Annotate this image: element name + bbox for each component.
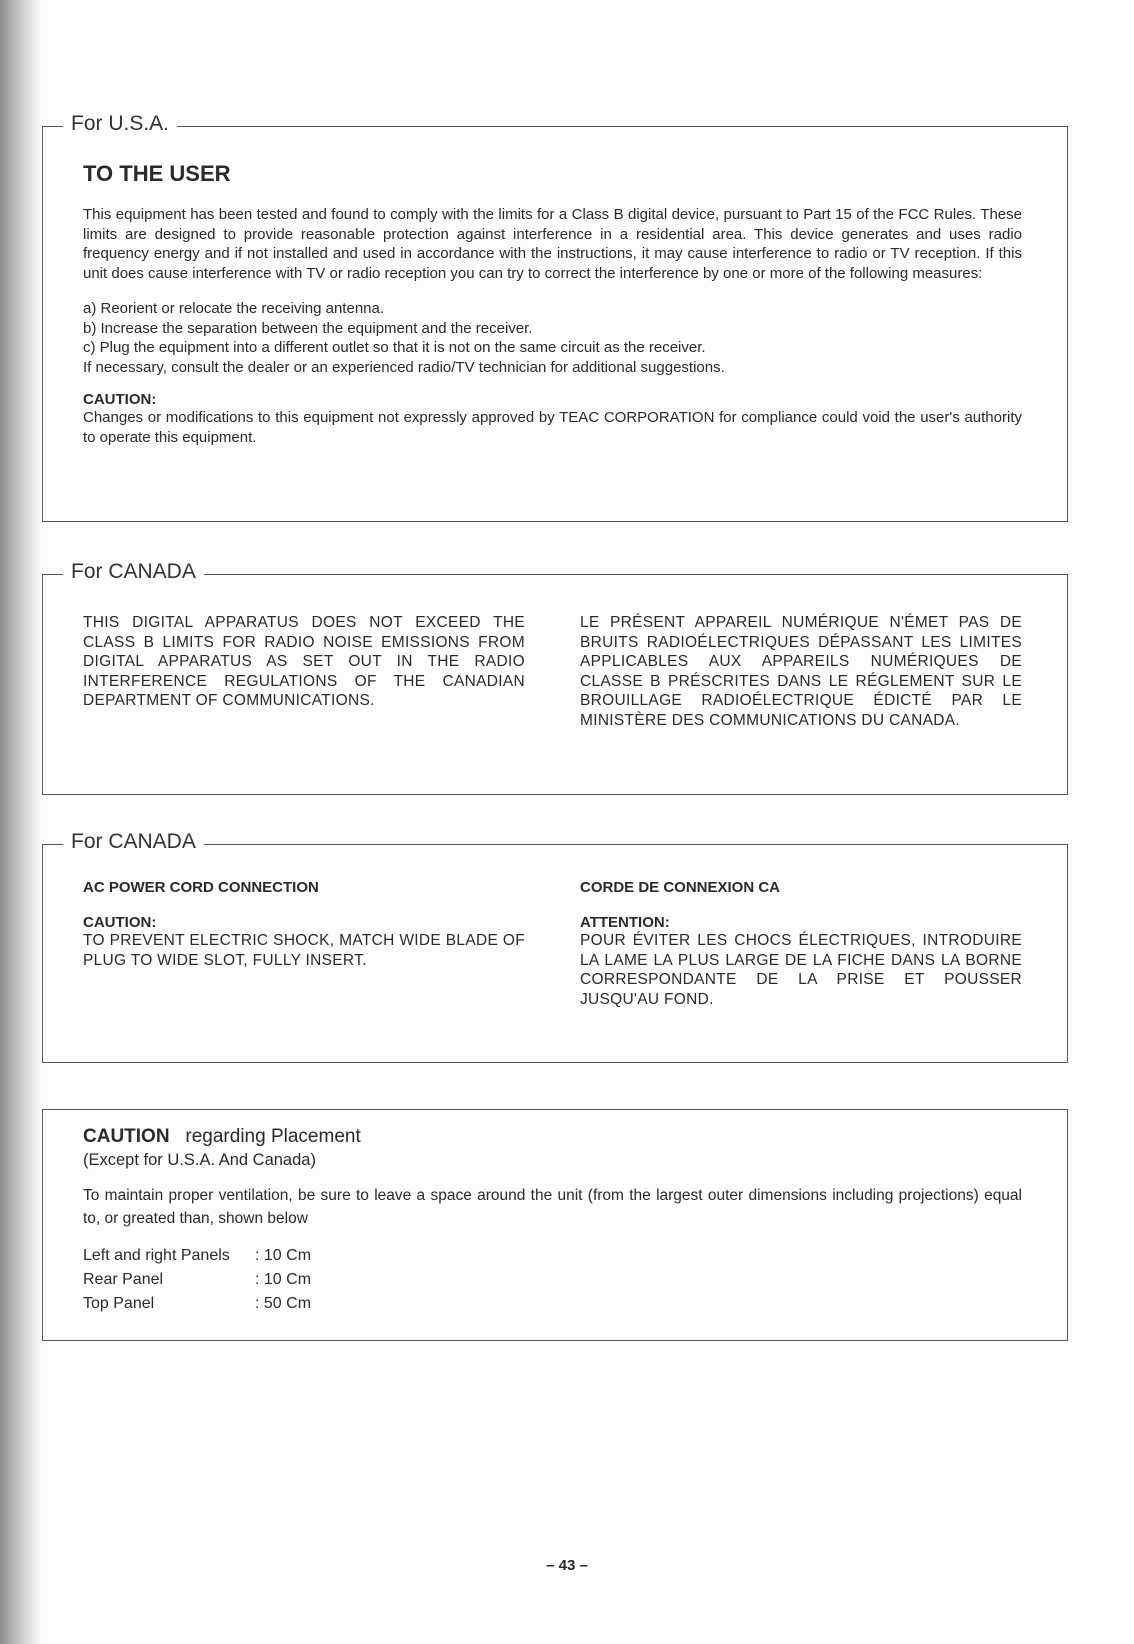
placement-subtitle: (Except for U.S.A. And Canada) [83,1151,316,1169]
fr-caution-text: POUR ÉVITER LES CHOCS ÉLECTRIQUES, INTRODUIRE LA LAME LA PLUS LARGE DE LA FICHE DANS LA BORNE CORRESPONDANTE DE LA PRISE ET POUSSER JUSQU'AU FOND. [580,932,1022,1008]
scan-edge-shadow [0,0,42,1644]
clearance-label: Rear Panel [83,1271,164,1288]
canada-english-text: THIS DIGITAL APPARATUS DOES NOT EXCEED THE CLASS B LIMITS FOR RADIO NOISE EMISSIONS FROM DIGITAL APPARATUS AS SET OUT IN THE RADIO INTERFERENCE REGULATIONS OF THE CANADIAN DEPARTMENT OF COMMUNICATIONS. [83,614,525,709]
usa-title: TO THE USER [83,161,231,186]
clearance-row [83,1268,1022,1292]
usa-notice-box [42,112,1068,522]
clearance-row [83,1292,1022,1316]
clearance-row [83,1244,1022,1268]
measure-item: If necessary, consult the dealer or an experienced radio/TV technician for additional suggestions. [83,358,725,376]
canada-legend: For CANADA [63,560,204,584]
placement-caution-box [42,1109,1068,1341]
clearance-value: : 50 Cm [255,1295,312,1312]
clearance-value: : 10 Cm [255,1271,312,1288]
canada-legend: For CANADA [63,830,204,854]
en-heading: AC POWER CORD CONNECTION [83,879,319,896]
fr-heading: CORDE DE CONNEXION CA [580,879,781,896]
measure-item: a) Reorient or relocate the receiving antenna. [83,300,385,317]
usa-legend: For U.S.A. [63,112,177,136]
usa-caution-label: CAUTION: [83,391,157,408]
canada-emissions-box [42,560,1068,795]
fr-caution-label: ATTENTION: [580,914,670,931]
clearance-label: Left and right Panels [83,1247,230,1264]
usa-caution-text: Changes or modifications to this equipment not expressly approved by TEAC CORPORATION for compliance could void the user's authority to operate this equipment. [83,409,1022,446]
page-number: – 43 – [546,1557,588,1574]
placement-title: regarding Placement [185,1126,361,1147]
measure-item: c) Plug the equipment into a different outlet so that it is not on the same circuit as the receiver. [83,339,706,356]
usa-intro: This equipment has been tested and found to comply with the limits for a Class B digital device, pursuant to Part 15 of the FCC Rules. These limits are designed to provide reasonable protection against interference in a residential area. This device generates and uses radio frequency energy and if not installed and used in accordance with the instructions, it may cause interference to radio or TV reception. If this unit does cause interference with TV or radio reception you can try to correct the interference by one or more of the following measures: [83,206,1022,282]
measure-item: b) Increase the separation between the equipment and the receiver. [83,319,533,337]
clearance-value: : 10 Cm [255,1247,312,1264]
en-caution-text: TO PREVENT ELECTRIC SHOCK, MATCH WIDE BLADE OF PLUG TO WIDE SLOT, FULLY INSERT. [83,932,525,969]
canada-french-text: LE PRÉSENT APPAREIL NUMÉRIQUE N'ÉMET PAS DE BRUITS RADIOÉLECTRIQUES DÉPASSANT LES LIMITES APPLICABLES AUX APPAREILS NUMÉRIQUES DE CLASSE B PRÉSCRITES DANS LE RÉGLEMENT SUR LE BROUILLAGE RADIOÉLECTRIQUE ÉDICTÉ PAR LE MINISTÈRE DES COMMUNICATIONS DU CANADA. [580,614,1022,729]
canada-power-cord-box [42,830,1068,1063]
clearance-label: Top Panel [83,1295,155,1312]
placement-title-bold: CAUTION [83,1126,170,1147]
en-caution-label: CAUTION: [83,914,157,931]
placement-text: To maintain proper ventilation, be sure to leave a space around the unit (from the largest outer dimensions including projections) equal to, or greated than, shown below [83,1187,1022,1227]
clearance-table [83,1244,1022,1316]
